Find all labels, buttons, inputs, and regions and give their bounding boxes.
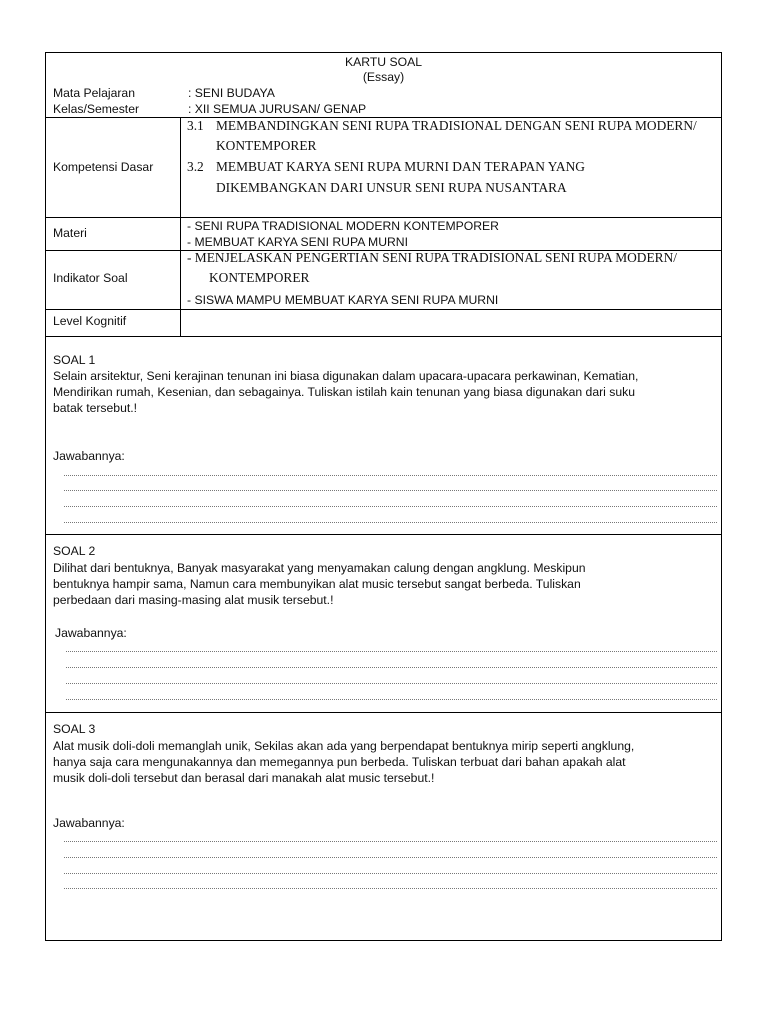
question-3-answer-label: Jawabannya: <box>53 816 125 830</box>
answer-line[interactable] <box>64 841 717 842</box>
answer-line[interactable] <box>64 857 717 858</box>
subject-value: : SENI BUDAYA <box>188 86 275 100</box>
question-2-line-3: perbedaan dari masing-masing alat musik tersebut.! <box>53 593 334 607</box>
question-card <box>45 52 722 941</box>
question-divider-1 <box>46 534 721 535</box>
card-title: KARTU SOAL <box>345 55 422 69</box>
answer-line[interactable] <box>66 683 717 684</box>
row-divider-4 <box>46 336 721 337</box>
question-1-answer-label: Jawabannya: <box>53 449 125 463</box>
indikator-item-2: - SISWA MAMPU MEMBUAT KARYA SENI RUPA MURNI <box>187 293 499 307</box>
kompetensi-label: Kompetensi Dasar <box>53 160 154 174</box>
materi-item-2: - MEMBUAT KARYA SENI RUPA MURNI <box>187 235 408 249</box>
question-2-line-2: bentuknya hampir sama, Namun cara membunyikan alat music tersebut sangat berbeda. Tuliskan <box>53 577 581 591</box>
kompetensi-2-line2: DIKEMBANGKAN DARI UNSUR SENI RUPA NUSANTARA <box>216 180 567 195</box>
question-1-line-2: Mendirikan rumah, Kesenian, dan sebagainya. Tuliskan istilah kain tenunan yang biasa digunakan dari suku <box>53 385 635 399</box>
question-1-title: SOAL 1 <box>53 353 96 367</box>
card-subtitle: (Essay) <box>362 70 405 84</box>
question-divider-2 <box>46 712 721 713</box>
class-label: Kelas/Semester <box>53 102 140 116</box>
question-3-title: SOAL 3 <box>53 722 96 736</box>
answer-line[interactable] <box>64 888 717 889</box>
question-3-line-3: musik doli-doli tersebut dan berasal dari manakah alat music tersebut.! <box>53 771 435 785</box>
question-3-line-2: hanya saja cara mengunakannya dan memegannya pun berbeda. Tuliskan terbuat dari bahan apakah alat <box>53 755 626 769</box>
kompetensi-2-line1: MEMBUAT KARYA SENI RUPA MURNI DAN TERAPAN YANG <box>216 159 585 174</box>
kompetensi-2-number: 3.2 <box>187 159 204 174</box>
question-3-line-1: Alat musik doli-doli memanglah unik, Sekilas akan ada yang berpendapat bentuknya mirip seperti angklung, <box>53 739 635 753</box>
answer-line[interactable] <box>64 506 717 507</box>
class-value: : XII SEMUA JURUSAN/ GENAP <box>188 102 367 116</box>
column-divider <box>180 117 181 336</box>
question-1-line-3: batak tersebut.! <box>53 401 138 415</box>
indikator-item-1-line1: - MENJELASKAN PENGERTIAN SENI RUPA TRADISIONAL SENI RUPA MODERN/ <box>187 250 677 265</box>
answer-line[interactable] <box>64 490 717 491</box>
question-1-line-1: Selain arsitektur, Seni kerajinan tenunan ini biasa digunakan dalam upacara-upacara perkawinan, Kematian, <box>53 369 639 383</box>
row-divider-1 <box>46 217 721 218</box>
kompetensi-1-number: 3.1 <box>187 118 204 133</box>
answer-line[interactable] <box>64 522 717 523</box>
answer-line[interactable] <box>66 651 717 652</box>
kompetensi-1-line2: KONTEMPORER <box>216 138 317 153</box>
row-divider-3 <box>46 309 721 310</box>
answer-line[interactable] <box>64 475 717 476</box>
indikator-label: Indikator Soal <box>53 271 128 285</box>
question-2-answer-label: Jawabannya: <box>55 626 127 640</box>
level-label: Level Kognitif <box>53 314 127 328</box>
materi-label: Materi <box>53 226 87 240</box>
subject-label: Mata Pelajaran <box>53 86 135 100</box>
question-2-title: SOAL 2 <box>53 544 96 558</box>
indikator-item-1-line2: KONTEMPORER <box>209 270 310 285</box>
answer-line[interactable] <box>66 699 717 700</box>
kompetensi-1-line1: MEMBANDINGKAN SENI RUPA TRADISIONAL DENGAN SENI RUPA MODERN/ <box>216 118 697 133</box>
materi-item-1: - SENI RUPA TRADISIONAL MODERN KONTEMPORER <box>187 219 499 233</box>
answer-line[interactable] <box>66 667 717 668</box>
answer-line[interactable] <box>64 873 717 874</box>
question-2-line-1: Dilihat dari bentuknya, Banyak masyarakat yang menyamakan calung dengan angklung. Meskipun <box>53 561 586 575</box>
